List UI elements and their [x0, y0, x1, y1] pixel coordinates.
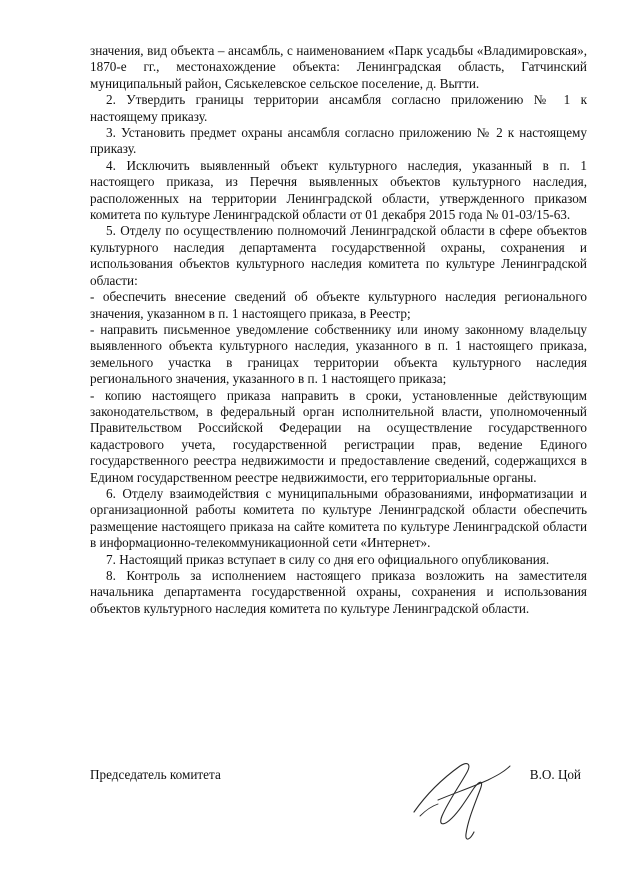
- item-5: 5. Отделу по осуществлению полномочий Ленинградской области в сфере объектов культурного наследия департамента государственной охраны, сохранения и использования объектов культурного наследия комитета по культуре Ленинградской области:: [90, 223, 587, 288]
- item-5-sub-1: - обеспечить внесение сведений об объекте культурного наследия регионального значения, указанном в п. 1 настоящего приказа, в Реестр;: [90, 289, 587, 321]
- item-4: 4. Исключить выявленный объект культурного наследия, указанный в п. 1 настоящего приказа, из Перечня выявленных объектов культурного наследия, расположенных на территории Ленинградской области, утвержденного приказом комитета по культуре Ленинградской области от 01 декабря 2015 года № 01-03/15-63.: [90, 157, 587, 223]
- item-5-sub-3: - копию настоящего приказа направить в сроки, установленные действующим законодательством, в федеральный орган исполнительной власти, уполномоченный Правительством Российской Федерации на осуществление государственного кадастрового учета, государственной регистрации прав, ведение Единого государственного реестра недвижимости и предоставление сведений, содержащихся в Едином государственном реестре недвижимости, его территориальные органы.: [90, 387, 587, 485]
- item-5-sub-2: - направить письменное уведомление собственнику или иному законному владельцу выявленного объекта культурного наследия, указанного в п. 1 настоящего приказа, земельного участка в границах территории объекта культурного наследия регионального значения, указанного в п. 1 настоящего приказа;: [90, 321, 587, 387]
- item-6: 6. Отделу взаимодействия с муниципальными образованиями, информатизации и организационной работы комитета по культуре Ленинградской области обеспечить размещение настоящего приказа на сайте комитета по культуре Ленинградской области в информационно-телекоммуникационной сети «Интернет».: [90, 485, 587, 551]
- item-2: 2. Утвердить границы территории ансамбля согласно приложению № 1 к настоящему приказу.: [90, 92, 587, 124]
- item-8: 8. Контроль за исполнением настоящего приказа возложить на заместителя начальника департамента государственной охраны, сохранения и использования объектов культурного наследия комитета по культуре Ленинградской области.: [90, 568, 587, 616]
- document-body: [90, 43, 587, 617]
- signatory-title: Председатель комитета: [90, 767, 221, 782]
- item-7: 7. Настоящий приказ вступает в силу со дня его официального опубликования.: [106, 551, 550, 567]
- signature-block: [90, 762, 587, 852]
- signatory-name: В.О. Цой: [529, 767, 581, 782]
- item-3: 3. Установить предмет охраны ансамбля согласно приложению № 2 к настоящему приказу.: [90, 125, 587, 157]
- handwritten-signature-icon: [408, 754, 518, 854]
- intro-continuation: значения, вид объекта – ансамбль, с наименованием «Парк усадьбы «Владимировская», 1870-е гг., местонахождение объекта: Ленинградская область, Гатчинский муниципальный район, Сяськелевское сельское поселение, д. Вытти.: [90, 43, 587, 91]
